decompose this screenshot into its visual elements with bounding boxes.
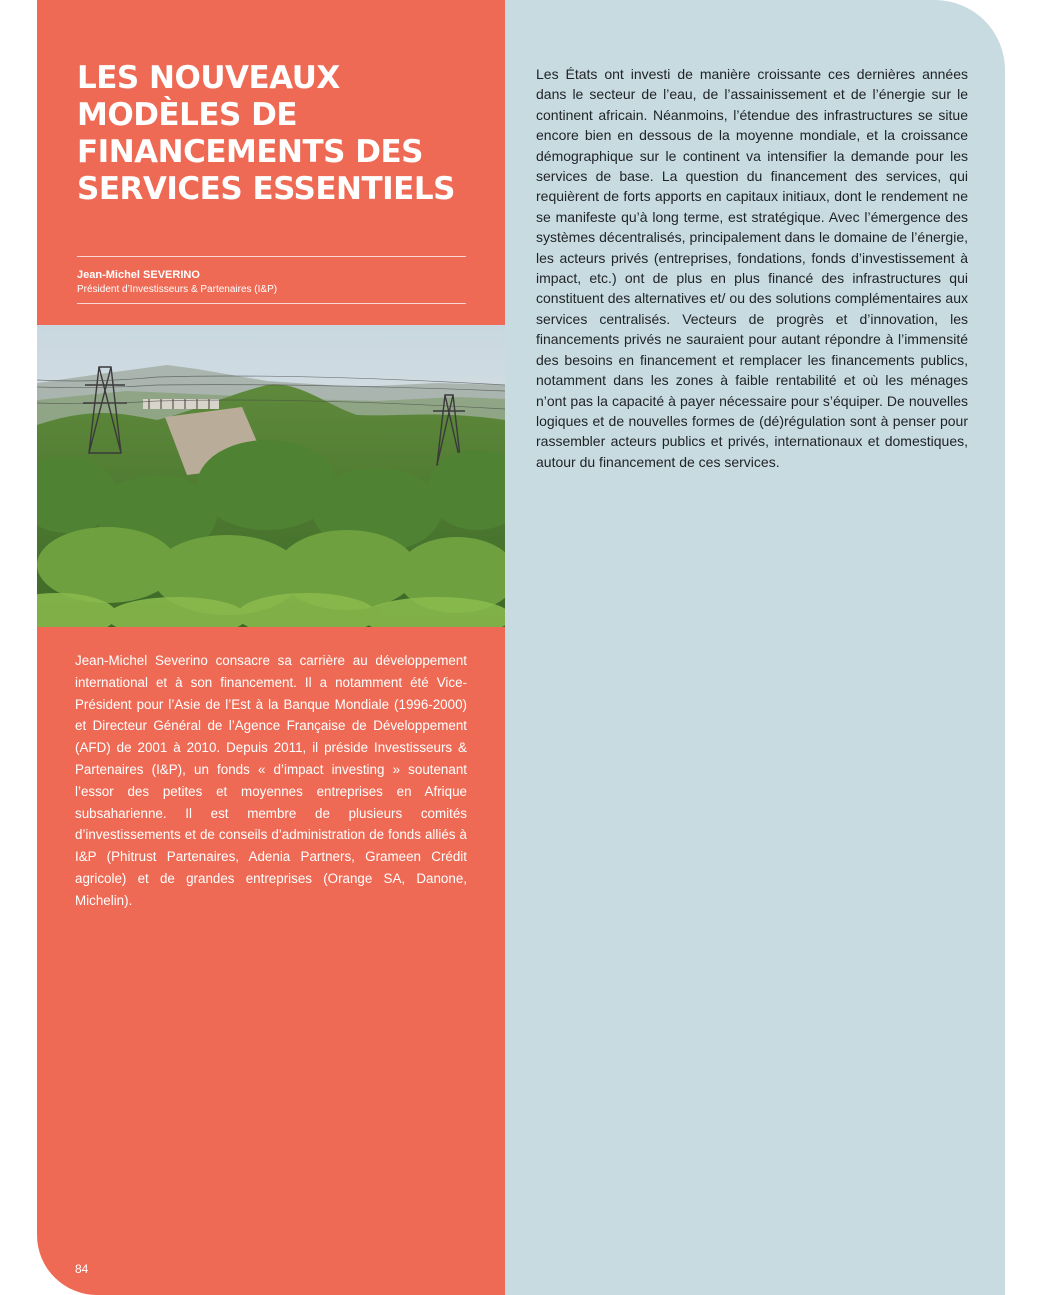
author-name: Jean-Michel SEVERINO	[77, 269, 200, 281]
article-introduction: Les États ont investi de manière croissante ces dernières années dans le secteur de l’eau, de l’assainissement et de l’énergie sur le continent africain. Néanmoins, l’étendue des infrastructures se situe encore bien en dessous de la moyenne mondiale, et la croissance démographique sur le continent va intensifier la demande pour les services de base. La question du financement des services, qui requièrent de forts apports en capitaux initiaux, dont le rendement ne se manifeste qu’à long terme, est stratégique. Avec l’émergence des systèmes décentralisés, principalement dans le domaine de l’énergie, les acteurs privés (entreprises, fondations, fonds d’investissement à impact, etc.) ont de plus en plus financé des infrastructures qui constituent des alternatives et/ ou des solutions complémentaires aux services centralisés. Vecteurs de progrès et d’innovation, les financements privés ne sauraient pour autant répondre à l’immensité des besoins en financement et remplacer les financements publics, notamment dans les zones à faible rentabilité et où les ménages n’ont pas la capacité à payer nécessaire pour s’équiper. De nouvelles logiques et de nouvelles formes de (dé)régulation sont à penser pour rassembler acteurs publics et privés, internationaux et domestiques, autour du financement de ces services.	[536, 66, 968, 470]
article-title: LES NOUVEAUX MODÈLES DE FINANCEMENTS DES SERVICES ESSENTIELS	[77, 60, 455, 207]
author-biography: Jean-Michel Severino consacre sa carrière au développement international et à son financement. Il a notamment été Vice-Président pour l’Asie de l’Est à la Banque Mondiale (1996-2000) et Directeur Général de l’Agence Française de Développement (AFD) de 2001 à 2010. Depuis 2011, il préside Investisseurs & Partenaires (I&P), un fonds « d’impact investing » soutenant l’essor des petites et moyennes entreprises en Afrique subsaharienne. Il est membre de plusieurs comités d’investissements et de conseils d’administration de fonds alliés à I&P (Phitrust Partenaires, Adenia Partners, Grameen Crédit agricole) et de grandes entreprises (Orange SA, Danone, Michelin).	[75, 653, 467, 908]
author-role: Président d’Investisseurs & Partenaires (I&P)	[77, 284, 278, 295]
page-number: 84	[75, 1262, 89, 1276]
title-divider	[77, 256, 466, 257]
author-divider	[77, 303, 466, 304]
dam-landscape-image	[37, 325, 505, 627]
article-photo	[37, 325, 505, 627]
